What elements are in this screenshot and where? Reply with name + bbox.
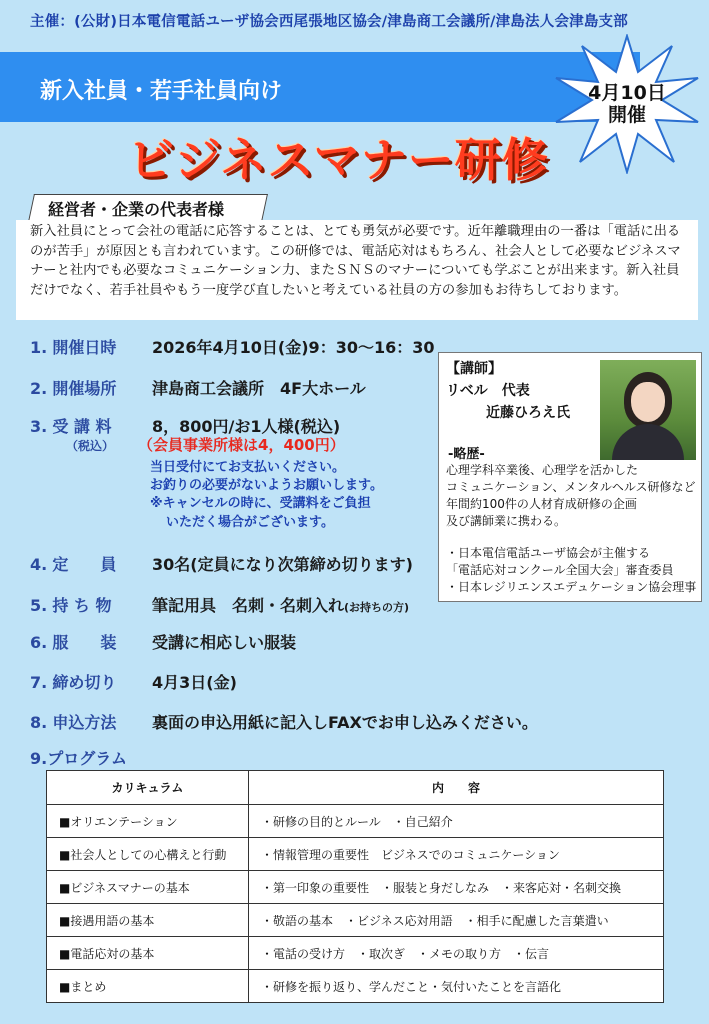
table-row (47, 838, 664, 871)
fee-note-4: いただく場合がございます。 (166, 515, 334, 530)
item-label: 持 ち 物 (52, 596, 112, 615)
content-cell: ・研修の目的とルール ・自己紹介 (249, 805, 664, 838)
program-title: 9.プログラム (30, 749, 128, 768)
item-date (30, 335, 116, 358)
curriculum-cell: ■電話応対の基本 (47, 937, 249, 970)
item-label: 締め切り (52, 673, 117, 692)
item-venue-value: 津島商工会議所 4F大ホール (152, 379, 366, 398)
content-cell: ・情報管理の重要性 ビジネスでのコミュニケーション (249, 838, 664, 871)
badge-date: 4月10日 (588, 82, 666, 104)
item-number: 3. (30, 417, 48, 436)
bio-heading: -略歴- (448, 447, 485, 462)
bio-line: コミュニケーション、メンタルヘルス研修など (446, 480, 696, 494)
instructor-bio (446, 462, 698, 530)
credential-line: ・日本レジリエンスエデュケーション協会理事 (446, 580, 697, 594)
item-apply-value: 裏面の申込用紙に記入しFAXでお申し込みください。 (152, 713, 538, 732)
curriculum-cell: ■オリエンテーション (47, 805, 249, 838)
curriculum-cell: ■ビジネスマナーの基本 (47, 871, 249, 904)
table-row (47, 871, 664, 904)
curriculum-cell: ■接遇用語の基本 (47, 904, 249, 937)
item-number: 2. (30, 379, 48, 398)
main-title: ビジネスマナー研修 (128, 133, 549, 187)
instructor-credentials (446, 545, 702, 596)
content-cell: ・電話の受け方 ・取次ぎ ・メモの取り方 ・伝言 (249, 937, 664, 970)
fee-note-1: 当日受付にてお支払いください。 (150, 460, 346, 475)
content-cell: ・敬語の基本 ・ビジネス応対用語 ・相手に配慮した言葉遣い (249, 904, 664, 937)
item-dress-value: 受講に相応しい服装 (152, 633, 297, 652)
item-number: 8. (30, 713, 48, 732)
table-row (47, 904, 664, 937)
intro-text: 新入社員にとって会社の電話に応答することは、とても勇気が必要です。近年離職理由の一番は「電話に出るのが苦手」が原因とも言われています。この研修では、電話応対はもちろん、社会人として必要なビジネスマナーと社内でも必要なコミュニケーション力、またＳＮＳのマナーについても学ぶことが出来ます。新入社員だけでなく、若手社員やもう一度学び直したいと考えている社員の方の参加もお待ちしております。 (30, 224, 681, 298)
table-row (47, 937, 664, 970)
item-number: 7. (30, 673, 48, 692)
content-cell: ・第一印象の重要性 ・服装と身だしなみ ・来客応対・名刺交換 (249, 871, 664, 904)
credential-line: ・日本電信電話ユーザ協会が主催する (446, 546, 651, 560)
column-header-content: 内 容 (249, 771, 664, 805)
fee-note-2: お釣りの必要がないようお願いします。 (150, 478, 383, 493)
item-label: 申込方法 (52, 713, 117, 732)
credential-line: 「電話応対コンクール全国大会」審査委員 (446, 563, 674, 577)
content-cell: ・研修を振り返り、学んだこと・気付いたことを言語化 (249, 970, 664, 1003)
photo-face (631, 382, 665, 422)
item-label: 開催日時 (52, 338, 117, 357)
item-label: 開催場所 (52, 379, 117, 398)
bio-line: 心理学科卒業後、心理学を活かした (446, 463, 639, 477)
item-number: 5. (30, 596, 48, 615)
instructor-org: リベル 代表 (446, 383, 530, 399)
bring-note: (お持ちの方) (344, 601, 410, 614)
item-fee (30, 414, 111, 437)
item-number: 1. (30, 338, 48, 357)
item-bring-value (152, 593, 409, 616)
item-capacity (30, 552, 116, 575)
table-header-row (47, 771, 664, 805)
bring-items: 筆記用具 名刺・名刺入れ (152, 596, 345, 615)
item-capacity-value: 30名(定員になり次第締め切ります) (152, 555, 413, 574)
item-fee-tax-note: （税込） (66, 439, 115, 453)
item-dress (30, 630, 116, 653)
table-row (47, 970, 664, 1003)
item-number: 6. (30, 633, 48, 652)
instructor-heading: 【講師】 (446, 361, 502, 377)
item-number: 4. (30, 555, 48, 574)
banner-subtitle: 新入社員・若手社員向け (40, 79, 283, 104)
curriculum-cell: ■まとめ (47, 970, 249, 1003)
item-fee-value: 8，800円/お1人様(税込) (152, 417, 341, 436)
organizers-line: 主催：(公財)日本電信電話ユーザ協会西尾張地区協会/津島商工会議所/津島法人会津島支部 (30, 14, 628, 30)
audience-label: 経営者・企業の代表者様 (48, 200, 225, 219)
item-deadline-value: 4月3日(金) (152, 673, 237, 692)
instructor-name: 近藤ひろえ氏 (486, 405, 570, 421)
fee-note-3: ※キャンセルの時に、受講料をご負担 (150, 496, 371, 511)
badge-text (572, 82, 682, 126)
program-table (46, 770, 664, 1003)
item-label: 服 装 (52, 633, 117, 652)
bio-line: 及び講師業に携わる。 (446, 514, 567, 528)
item-date-value: 2026年4月10日(金)9：30～16：30 (152, 338, 435, 357)
item-label: 定 員 (52, 555, 117, 574)
item-apply (30, 710, 116, 733)
instructor-photo (600, 360, 696, 460)
item-bring (30, 593, 111, 616)
badge-label: 開催 (607, 104, 646, 126)
column-header-curriculum: カリキュラム (47, 771, 249, 805)
member-fee: （会員事業所様は4，400円） (138, 436, 345, 454)
bio-line: 年間約100件の人材育成研修の企画 (446, 497, 637, 511)
photo-body (612, 424, 684, 460)
item-venue (30, 376, 116, 399)
item-deadline (30, 670, 116, 693)
item-label: 受 講 料 (52, 417, 112, 436)
curriculum-cell: ■社会人としての心構えと行動 (47, 838, 249, 871)
table-row (47, 805, 664, 838)
